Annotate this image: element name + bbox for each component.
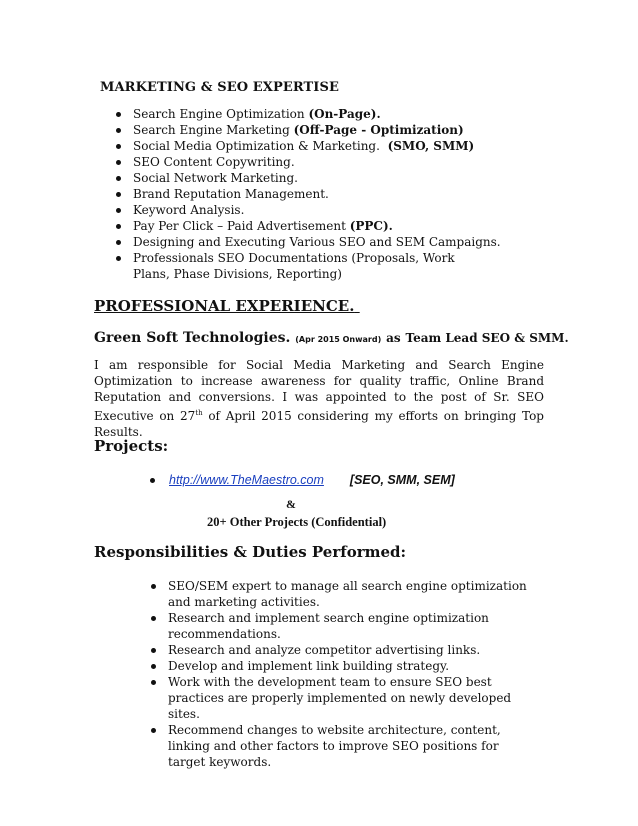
description-part-2: of April 2015 considering my efforts on bringing Top Results. xyxy=(94,409,544,439)
bullet-icon xyxy=(151,616,156,621)
bullet-icon xyxy=(150,478,155,483)
skill-bold: (PPC). xyxy=(349,219,393,233)
bullet-icon xyxy=(116,208,121,213)
bullet-icon xyxy=(116,128,121,133)
experience-heading xyxy=(94,297,360,315)
list-item xyxy=(133,218,553,234)
bullet-icon xyxy=(116,224,121,229)
company-name: Green Soft Technologies. xyxy=(94,330,291,346)
list-item xyxy=(168,578,528,610)
duty-text: Recommend changes to website architecture, content, linking and other factors to improve SEO positions for target keywords. xyxy=(168,723,501,769)
bullet-icon xyxy=(151,728,156,733)
list-item xyxy=(168,610,528,642)
project-item xyxy=(150,473,455,487)
job-role: Team Lead SEO & SMM. xyxy=(405,331,569,345)
duty-text: Develop and implement link building strategy. xyxy=(168,659,450,673)
job-description xyxy=(94,357,544,440)
skill-bold: (SMO, SMM) xyxy=(387,139,475,153)
list-item xyxy=(168,642,528,658)
duty-text: SEO/SEM expert to manage all search engine optimization and marketing activities. xyxy=(168,579,527,609)
skill-text: Social Media Optimization & Marketing. xyxy=(133,139,388,153)
projects-heading: Projects: xyxy=(94,437,169,455)
skill-bold: (Off-Page - Optimization) xyxy=(293,123,464,137)
skill-text: Brand Reputation Management. xyxy=(133,187,329,201)
description-superscript: th xyxy=(195,409,203,417)
bullet-icon xyxy=(116,176,121,181)
bullet-icon xyxy=(116,112,121,117)
list-item xyxy=(133,250,493,282)
duty-text: Research and implement search engine optimization recommendations. xyxy=(168,611,489,641)
skill-text: Pay Per Click – Paid Advertisement xyxy=(133,219,350,233)
list-item xyxy=(133,170,553,186)
bullet-icon xyxy=(151,584,156,589)
list-item xyxy=(133,234,553,250)
marketing-heading: MARKETING & SEO EXPERTISE xyxy=(100,80,339,95)
skill-text: Designing and Executing Various SEO and SEM Campaigns. xyxy=(133,235,501,249)
other-projects-text: 20+ Other Projects (Confidential) xyxy=(207,515,387,529)
job-dates: (Apr 2015 Onward) xyxy=(295,335,382,344)
skill-text: Professionals SEO Documentations (Proposals, Work Plans, Phase Divisions, Reporting) xyxy=(133,251,455,281)
experience-heading-text: PROFESSIONAL EXPERIENCE. xyxy=(94,297,355,315)
skill-text: Social Network Marketing. xyxy=(133,171,298,185)
bullet-icon xyxy=(116,256,121,261)
role-prefix: as xyxy=(386,331,401,345)
bullet-icon xyxy=(116,192,121,197)
bullet-icon xyxy=(151,648,156,653)
list-item xyxy=(133,106,553,122)
skill-text: Search Engine Marketing xyxy=(133,123,294,137)
duties-list xyxy=(168,578,528,770)
skills-list xyxy=(133,106,553,282)
skill-text: Keyword Analysis. xyxy=(133,203,245,217)
bullet-icon xyxy=(151,664,156,669)
list-item xyxy=(133,138,553,154)
project-link[interactable]: http://www.TheMaestro.com xyxy=(169,473,324,487)
duty-text: Work with the development team to ensure SEO best practices are properly implemented on newly developed sites. xyxy=(168,675,512,721)
project-tags: [SEO, SMM, SEM] xyxy=(349,473,455,487)
bullet-icon xyxy=(116,240,121,245)
job-title-line xyxy=(94,330,569,346)
list-item xyxy=(133,202,553,218)
bullet-icon xyxy=(116,144,121,149)
description-part-1: I am responsible for Social Media Marketing and Search Engine Optimization to increase awareness for quality traffic, Online Brand Reputation and conversions. I was appointed to the post of Sr. SEO Executive on 27 xyxy=(94,358,544,423)
bullet-icon xyxy=(151,680,156,685)
list-item xyxy=(133,122,553,138)
responsibilities-heading: Responsibilities & Duties Performed: xyxy=(94,543,407,561)
skill-text: Search Engine Optimization xyxy=(133,107,309,121)
list-item xyxy=(133,154,553,170)
duty-text: Research and analyze competitor advertising links. xyxy=(168,643,481,657)
list-item xyxy=(168,674,528,722)
list-item xyxy=(133,186,553,202)
list-item xyxy=(168,722,528,770)
skill-bold: (On-Page). xyxy=(308,107,381,121)
list-item xyxy=(168,658,528,674)
skill-text: SEO Content Copywriting. xyxy=(133,155,295,169)
bullet-icon xyxy=(116,160,121,165)
ampersand: & xyxy=(286,497,296,511)
